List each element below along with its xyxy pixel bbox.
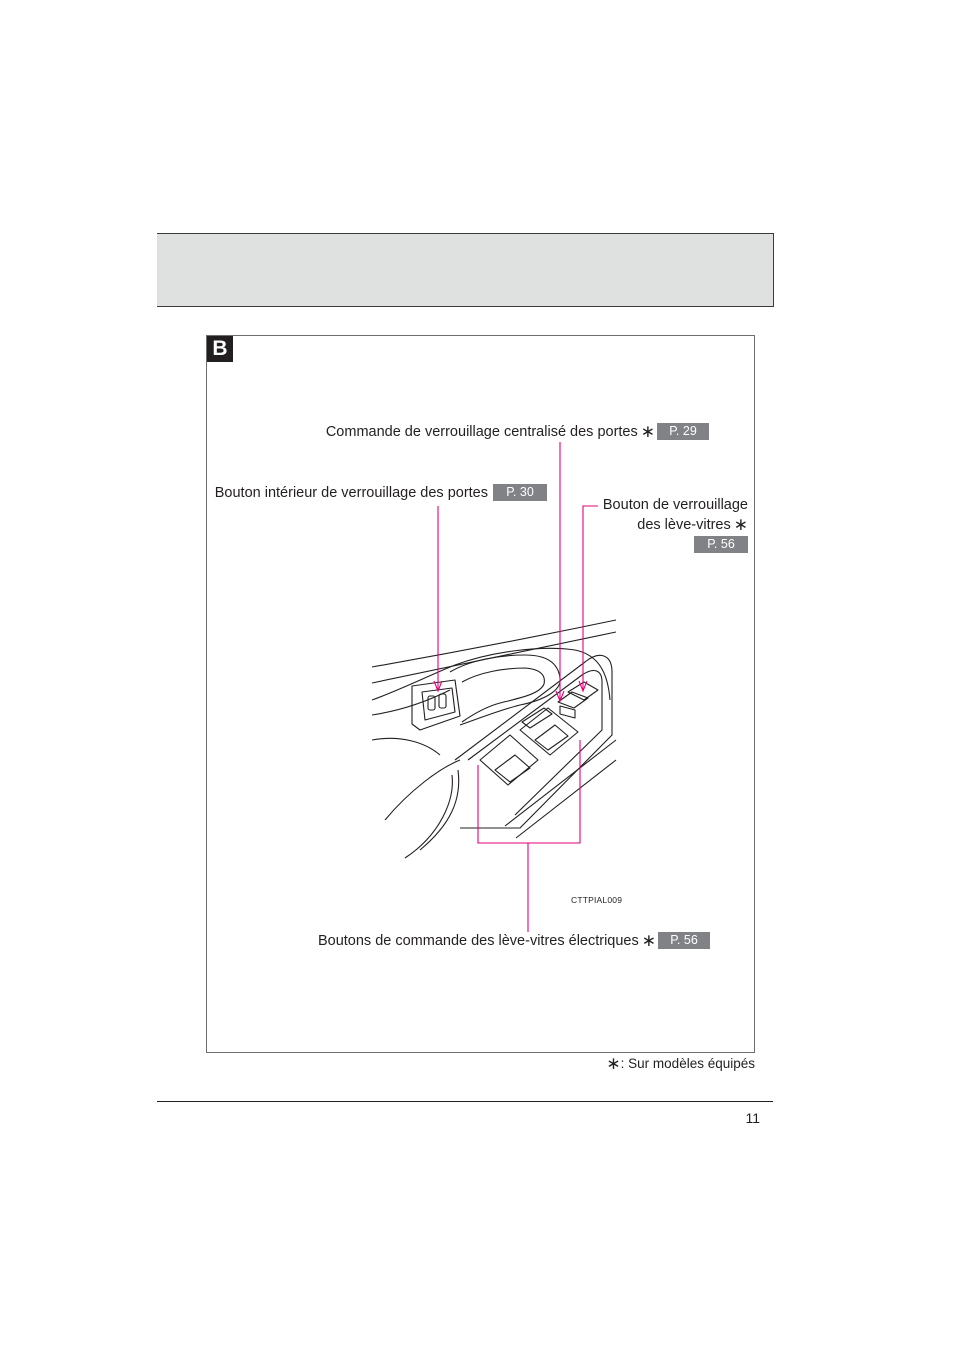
window-lock-line1: Bouton de verrouillage <box>602 497 748 513</box>
page-number: 11 <box>745 1110 760 1126</box>
power-windows-label <box>290 932 656 950</box>
inside-lock-label: Bouton intérieur de verrouillage des portes <box>214 485 488 501</box>
central-lock-label <box>300 423 655 441</box>
window-lock-page-ref[interactable]: P. 56 <box>694 536 748 553</box>
optional-star-icon: ∗ <box>640 422 655 441</box>
central-lock-page-ref[interactable]: P. 29 <box>657 423 709 440</box>
window-lock-line2: des lève-vitres <box>637 517 731 533</box>
footnote <box>603 1056 755 1071</box>
optional-star-icon: ∗ <box>641 931 656 950</box>
section-badge: B <box>207 336 233 362</box>
power-windows-page-ref[interactable]: P. 56 <box>658 932 710 949</box>
figure-code: CTTPIAL009 <box>571 895 623 905</box>
inside-lock-page-ref[interactable]: P. 30 <box>493 484 547 501</box>
optional-star-icon: ∗ <box>733 515 748 534</box>
footer-rule <box>157 1101 773 1102</box>
window-lock-line2-wrapper <box>560 516 748 534</box>
power-windows-text: Boutons de commande des lève-vitres électriques <box>317 933 639 949</box>
optional-star-icon: ∗ <box>606 1054 621 1073</box>
footnote-text: : Sur modèles équipés <box>620 1056 755 1071</box>
central-lock-text: Commande de verrouillage centralisé des portes <box>325 424 638 440</box>
